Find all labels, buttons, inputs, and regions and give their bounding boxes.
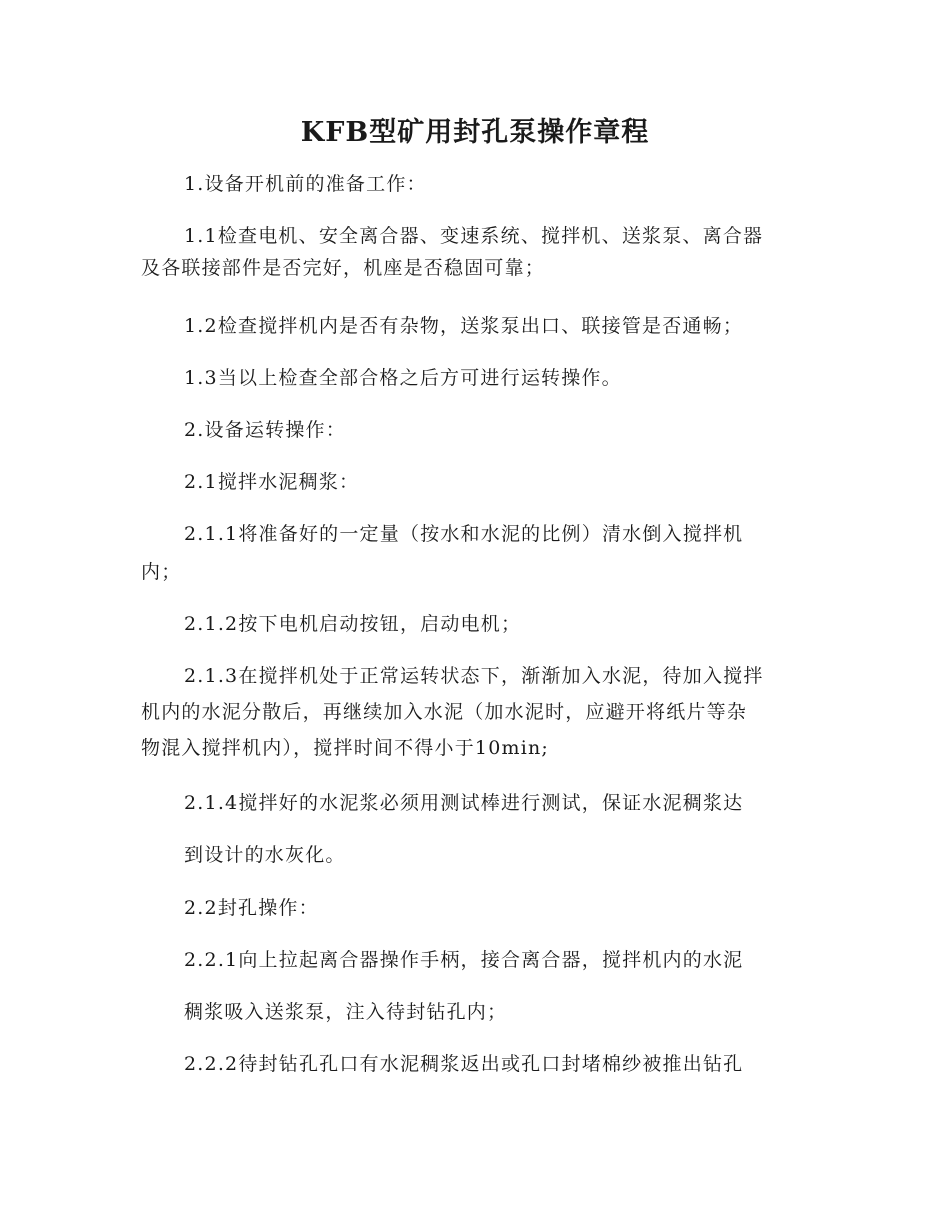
paragraph-line: 2.2.2待封钻孔孔口有水泥稠浆返出或孔口封堵棉纱被推出钻孔	[184, 1053, 744, 1075]
paragraph-line: 机内的水泥分散后，再继续加入水泥（加水泥时，应避开将纸片等杂	[141, 701, 748, 723]
paragraph-line: 稠浆吸入送浆泵，注入待封钻孔内；	[184, 1001, 508, 1023]
paragraph-line: 及各联接部件是否完好，机座是否稳固可靠；	[141, 257, 546, 279]
subsection-heading: 2.1搅拌水泥稠浆：	[184, 471, 360, 493]
paragraph-line: 1.2检查搅拌机内是否有杂物，送浆泵出口、联接管是否通畅；	[184, 315, 744, 337]
document-title: KFB型矿用封孔泵操作章程	[300, 117, 650, 148]
section-heading: 2.设备运转操作：	[184, 419, 346, 441]
paragraph-line: 物混入搅拌机内），搅拌时间不得小于10min;	[141, 737, 550, 759]
paragraph-line: 1.3当以上检查全部合格之后方可进行运转操作。	[184, 367, 622, 389]
paragraph-line: 2.1.3在搅拌机处于正常运转状态下，渐渐加入水泥，待加入搅拌	[184, 665, 764, 687]
section-heading: 1.设备开机前的准备工作：	[184, 173, 427, 195]
paragraph-line: 2.2.1向上拉起离合器操作手柄，接合离合器，搅拌机内的水泥	[184, 949, 744, 971]
subsection-heading: 2.2封孔操作：	[184, 897, 319, 919]
paragraph-line: 2.1.4搅拌好的水泥浆必须用测试棒进行测试，保证水泥稠浆达	[184, 792, 744, 814]
paragraph-line: 到设计的水灰化。	[184, 844, 346, 866]
paragraph-line: 内；	[141, 561, 182, 583]
paragraph-line: 2.1.2按下电机启动按钮，启动电机；	[184, 613, 522, 635]
paragraph-line: 1.1检查电机、安全离合器、变速系统、搅拌机、送浆泵、离合器	[184, 225, 764, 247]
paragraph-line: 2.1.1将准备好的一定量（按水和水泥的比例）清水倒入搅拌机	[184, 523, 744, 545]
